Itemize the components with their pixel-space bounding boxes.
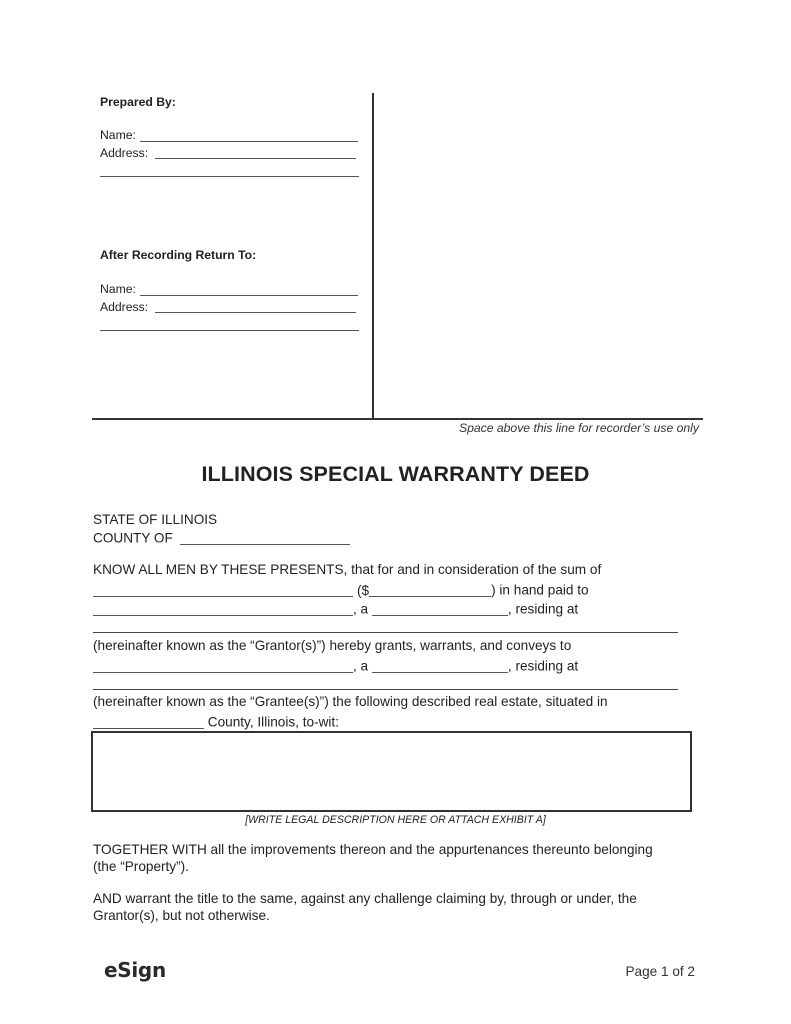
grantor-address-field[interactable] [93, 632, 678, 633]
grantee-status-field[interactable] [372, 659, 508, 673]
esign-logo: eSign [104, 958, 166, 982]
consideration-amount-dollars-field[interactable] [369, 583, 491, 597]
return-to-heading: After Recording Return To: [100, 248, 257, 262]
grantor-residing-label: , residing at [507, 601, 579, 617]
para1-line1: KNOW ALL MEN BY THESE PRESENTS, that for and in consideration of the sum of [93, 562, 602, 577]
return-to-address-field[interactable] [155, 312, 356, 313]
dollar-open: ($ [357, 582, 370, 598]
grantor-status-field[interactable] [372, 602, 508, 616]
para3-line1: (hereinafter known as the “Grantee(s)”) the following described real estate, situated in [93, 694, 608, 709]
legal-description-box[interactable] [91, 731, 692, 812]
recorder-area-horizontal-divider [92, 418, 703, 420]
prepared-by-heading: Prepared By: [100, 95, 176, 109]
county-label: COUNTY OF [93, 530, 173, 546]
county-field[interactable] [180, 531, 350, 545]
county-row [93, 529, 350, 546]
prepared-by-address-row [100, 146, 148, 160]
prepared-by-name-label: Name: [100, 128, 136, 142]
prepared-by-name-field[interactable] [140, 141, 358, 142]
county-suffix: County, Illinois, to-wit: [204, 714, 339, 730]
return-to-address-field-line2[interactable] [100, 330, 359, 331]
grantee-residing-label: , residing at [507, 658, 579, 674]
recorder-area-vertical-divider [372, 93, 374, 418]
return-to-name-row [100, 282, 136, 296]
grantee-a-label: , a [353, 658, 369, 674]
page-indicator: Page 1 of 2 [625, 964, 695, 979]
para2-line1: (hereinafter known as the “Grantor(s)”) hereby grants, warrants, and conveys to [93, 638, 572, 653]
prepared-by-address-field-line2[interactable] [100, 176, 359, 177]
legal-description-caption: [WRITE LEGAL DESCRIPTION HERE OR ATTACH EXHIBIT A] [245, 814, 546, 826]
para1-line3 [93, 600, 578, 617]
grantee-address-field[interactable] [93, 689, 678, 690]
para2-line2 [93, 657, 578, 674]
together-with-line2: (the “Property”). [93, 859, 189, 874]
dollar-close: ) in hand paid to [491, 582, 589, 598]
warrant-line1: AND warrant the title to the same, against any challenge claiming by, through or under, the [93, 891, 637, 906]
document-title: ILLINOIS SPECIAL WARRANTY DEED [201, 462, 590, 486]
grantor-name-field[interactable] [93, 602, 353, 616]
property-county-field[interactable] [93, 715, 204, 729]
para3-line2 [93, 713, 339, 730]
prepared-by-name-row [100, 128, 136, 142]
grantee-name-field[interactable] [93, 659, 353, 673]
return-to-name-label: Name: [100, 282, 136, 296]
return-to-address-label: Address: [100, 300, 149, 314]
return-to-name-field[interactable] [140, 295, 358, 296]
warrant-line2: Grantor(s), but not otherwise. [93, 908, 270, 923]
consideration-amount-words-field[interactable] [93, 583, 353, 597]
state-line: STATE OF ILLINOIS [93, 512, 218, 527]
prepared-by-address-field[interactable] [155, 158, 356, 159]
return-to-address-row [100, 300, 148, 314]
prepared-by-address-label: Address: [100, 146, 149, 160]
recorder-use-note: Space above this line for recorder’s use only [458, 421, 699, 435]
para1-line2 [93, 581, 589, 598]
grantor-a-label: , a [353, 601, 369, 617]
together-with-line1: TOGETHER WITH all the improvements thereon and the appurtenances thereunto belonging [93, 842, 653, 857]
